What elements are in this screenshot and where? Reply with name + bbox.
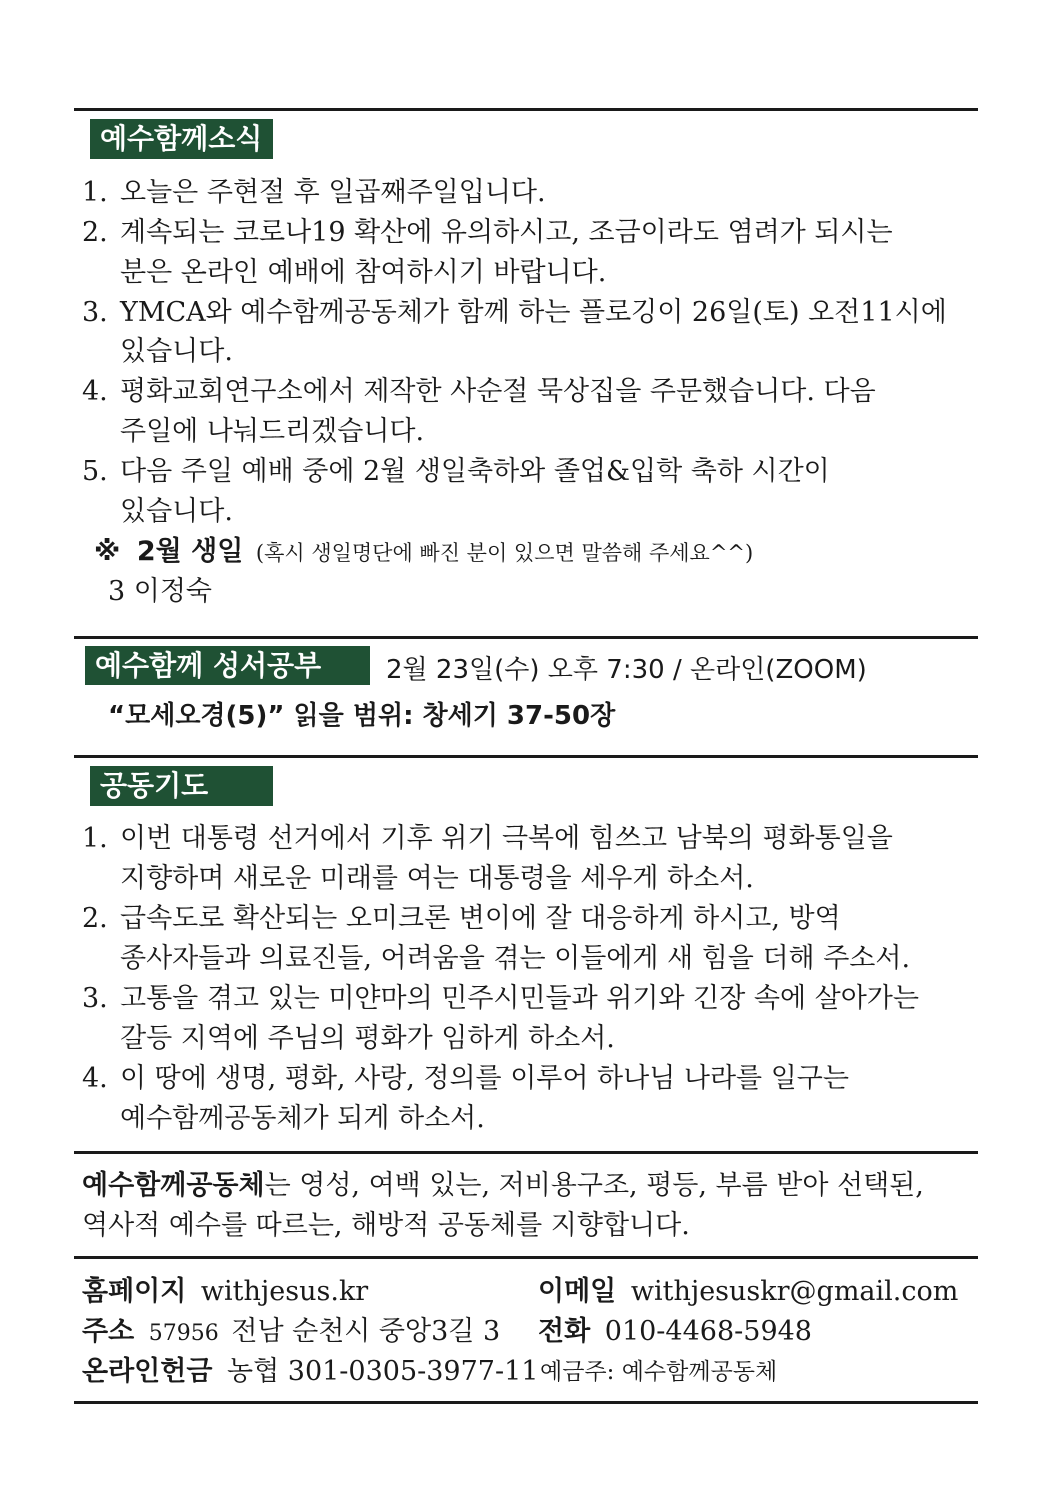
prayer-item-number: 4.	[82, 1063, 108, 1094]
prayer-item-number: 2.	[82, 903, 108, 934]
offering-row	[82, 1352, 538, 1392]
prayer-item-text: 종사자들과 의료진들, 어려움을 겪는 이들에게 새 힘을 더해 주소서.	[120, 943, 911, 974]
news-item-text: 오늘은 주현절 후 일곱째주일입니다.	[120, 177, 546, 208]
news-item-number: 5.	[82, 456, 108, 487]
homepage-row	[82, 1272, 368, 1312]
community-name: 예수함께공동체	[82, 1170, 265, 1201]
section-divider	[74, 755, 978, 758]
section-divider	[74, 636, 978, 639]
study-topic: “모세오경(5)” 읽을 범위: 창세기 37-50장	[108, 701, 616, 731]
section-divider	[74, 1151, 978, 1154]
news-item-text: 계속되는 코로나19 확산에 유의하시고, 조금이라도 염려가 되시는	[120, 217, 893, 248]
bottom-rule	[74, 1401, 978, 1404]
vision-line-2: 역사적 예수를 따르는, 해방적 공동체를 지향합니다.	[82, 1210, 690, 1241]
email-row	[538, 1272, 958, 1312]
email-link[interactable]: withjesuskr@gmail.com	[630, 1276, 959, 1307]
prayer-item-number: 3.	[82, 983, 108, 1014]
prayer-item-text: 고통을 겪고 있는 미얀마의 민주시민들과 위기와 긴장 속에 살아가는	[120, 983, 919, 1014]
news-item-number: 4.	[82, 376, 108, 407]
prayer-item-text: 지향하며 새로운 미래를 여는 대통령을 세우게 하소서.	[120, 863, 754, 894]
study-schedule: 2월 23일(수) 오후 7:30 / 온라인(ZOOM)	[386, 655, 867, 685]
news-header: 예수함께소식	[90, 119, 273, 159]
prayer-item-text: 이번 대통령 선거에서 기후 위기 극복에 힘쓰고 남북의 평화통일을	[120, 823, 893, 854]
news-item-number: 3.	[82, 297, 108, 328]
address-zip: 57956	[148, 1321, 219, 1346]
news-item-number: 2.	[82, 217, 108, 248]
offering-label: 온라인헌금	[82, 1356, 213, 1387]
vision-line-1	[82, 1166, 924, 1206]
section-divider	[74, 1256, 978, 1259]
prayer-item-text: 예수함께공동체가 되게 하소서.	[120, 1103, 485, 1134]
reference-mark: ※	[94, 536, 121, 567]
news-item-text: 분은 온라인 예배에 참여하시기 바랍니다.	[120, 257, 607, 288]
birthday-line	[94, 532, 753, 573]
top-rule	[74, 108, 978, 111]
vision-text: 는 영성, 여백 있는, 저비용구조, 평등, 부름 받아 선택된,	[264, 1170, 924, 1201]
news-item-text: 다음 주일 예배 중에 2월 생일축하와 졸업&입학 축하 시간이	[120, 456, 830, 487]
phone-label: 전화	[538, 1316, 591, 1347]
news-item-text: 주일에 나눠드리겠습니다.	[120, 416, 425, 447]
prayer-item-text: 이 땅에 생명, 평화, 사랑, 정의를 이루어 하나님 나라를 일구는	[120, 1063, 849, 1094]
address-value: 전남 순천시 중앙3길 3	[231, 1316, 501, 1347]
birthday-entry: 3 이정숙	[108, 576, 213, 607]
news-item-text: 있습니다.	[120, 336, 233, 367]
prayer-header: 공동기도	[90, 766, 273, 806]
news-item-text: 있습니다.	[120, 496, 233, 527]
phone-row	[538, 1312, 812, 1352]
email-label: 이메일	[538, 1276, 617, 1307]
prayer-item-number: 1.	[82, 823, 108, 854]
birthday-note: (혹시 생일명단에 빠진 분이 있으면 말씀해 주세요^^)	[255, 541, 754, 565]
prayer-item-text: 급속도로 확산되는 오미크론 변이에 잘 대응하게 하시고, 방역	[120, 903, 841, 934]
prayer-item-text: 갈등 지역에 주님의 평화가 임하게 하소서.	[120, 1023, 615, 1054]
address-row	[82, 1312, 500, 1354]
account-holder: 예금주: 예수함께공동체	[540, 1359, 778, 1385]
offering-account: 농협 301-0305-3977-11	[227, 1356, 539, 1387]
homepage-link[interactable]: withjesus.kr	[200, 1276, 369, 1307]
address-label: 주소	[82, 1316, 135, 1347]
homepage-label: 홈페이지	[82, 1276, 187, 1307]
study-header: 예수함께 성서공부	[85, 646, 370, 685]
news-item-text: YMCA와 예수함께공동체가 함께 하는 플로깅이 26일(토) 오전11시에	[120, 297, 947, 328]
news-item-text: 평화교회연구소에서 제작한 사순절 묵상집을 주문했습니다. 다음	[120, 376, 876, 407]
birthday-title: 2월 생일	[136, 536, 244, 567]
news-item-number: 1.	[82, 177, 108, 208]
phone-value: 010-4468-5948	[604, 1316, 812, 1347]
